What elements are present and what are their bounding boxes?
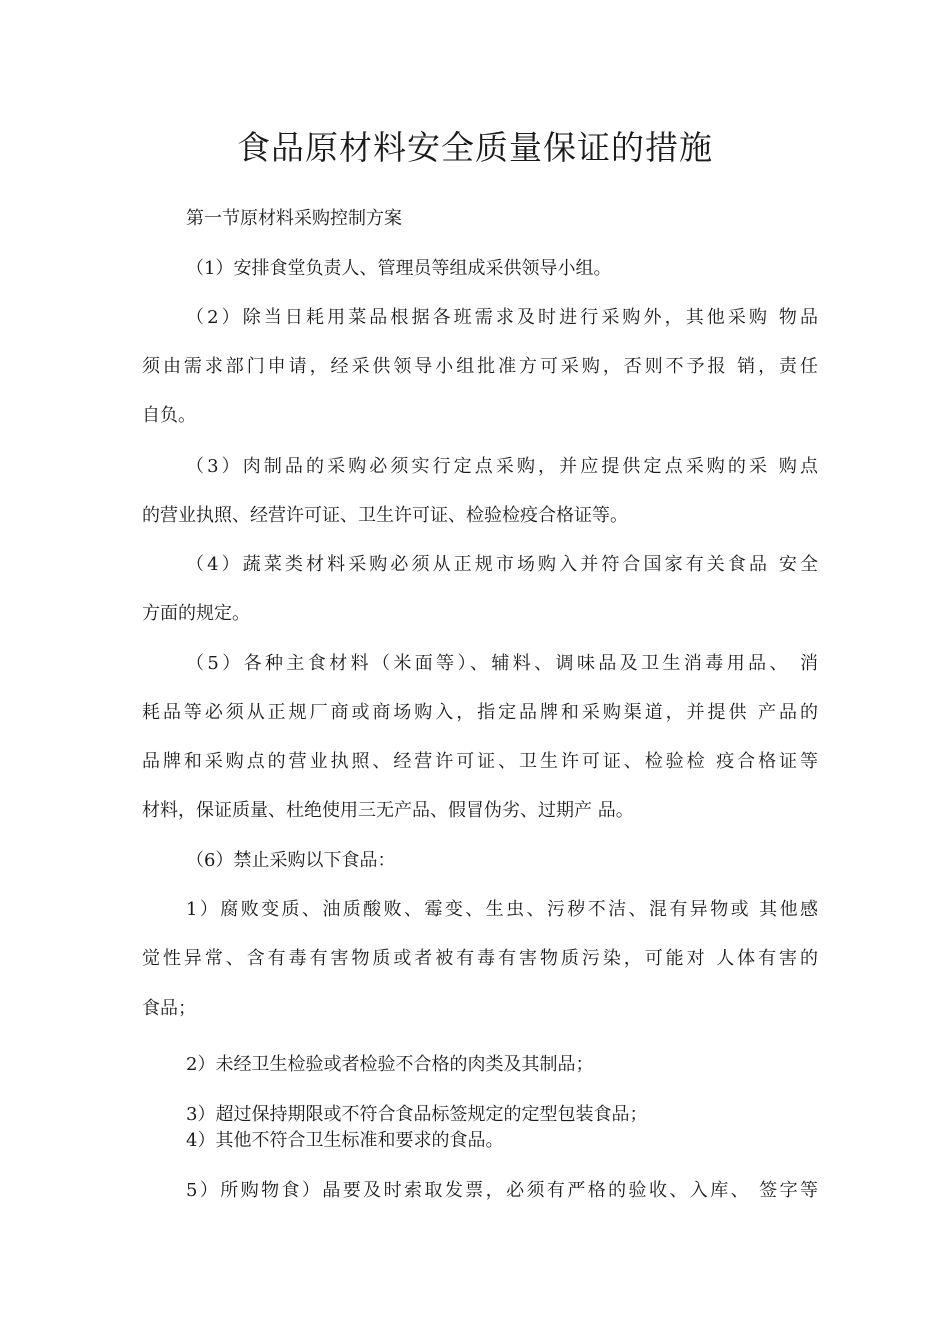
paragraph-line: 2）未经卫生检验或者检验不合格的肉类及其制品；	[186, 1054, 594, 1075]
paragraph-line: 觉性异常、含有毒有害物质或者被有毒有害物质污染，可能对 人体有害的	[142, 948, 818, 969]
paragraph-line: 须由需求部门申请，经采供领导小组批准方可采购，否则不予报 销，责任	[142, 356, 818, 377]
paragraph-line: 3）超过保持期限或不符合食品标签规定的定型包装食品；	[186, 1104, 648, 1125]
paragraph-line: 方面的规定。	[142, 603, 250, 624]
paragraph-line: （5）各种主食材料（米面等）、辅料、调味品及卫生消毒用品、 消	[186, 653, 818, 674]
section-heading: 第一节原材料采购控制方案	[186, 208, 402, 229]
paragraph-line: （1）安排食堂负责人、管理员等组成采供领导小组。	[186, 258, 612, 279]
paragraph-line: 4）其他不符合卫生标准和要求的食品。	[186, 1130, 504, 1151]
document-title: 食品原材料安全质量保证的措施	[237, 128, 713, 167]
paragraph-line: 的营业执照、经营许可证、卫生许可证、检验检疫合格证等。	[142, 505, 628, 526]
paragraph-line: 食品；	[142, 998, 196, 1019]
paragraph-line: 材料，保证质量、杜绝使用三无产品、假冒伪劣、过期产 品。	[142, 800, 634, 821]
paragraph-line: （2）除当日耗用菜品根据各班需求及时进行采购外，其他采购 物品	[186, 307, 818, 328]
paragraph-line: 5）所购物食）晶要及时索取发票，必须有严格的验收、入库、 签字等	[186, 1180, 818, 1201]
paragraph-line: 1）腐败变质、油质酸败、霉变、生虫、污秽不洁、混有异物或 其他感	[186, 899, 818, 920]
paragraph-line: （6）禁止采购以下食品：	[186, 850, 396, 871]
paragraph-line: 品牌和采购点的营业执照、经营许可证、卫生许可证、检验检 疫合格证等	[142, 751, 818, 772]
paragraph-line: （4）蔬菜类材料采购必须从正规市场购入并符合国家有关食品 安全	[186, 554, 818, 575]
paragraph-line: （3）肉制品的采购必须实行定点采购，并应提供定点采购的采 购点	[186, 456, 818, 477]
paragraph-line: 耗品等必须从正规厂商或商场购入，指定品牌和采购渠道，并提供 产品的	[142, 702, 818, 723]
paragraph-line: 自负。	[142, 405, 196, 426]
